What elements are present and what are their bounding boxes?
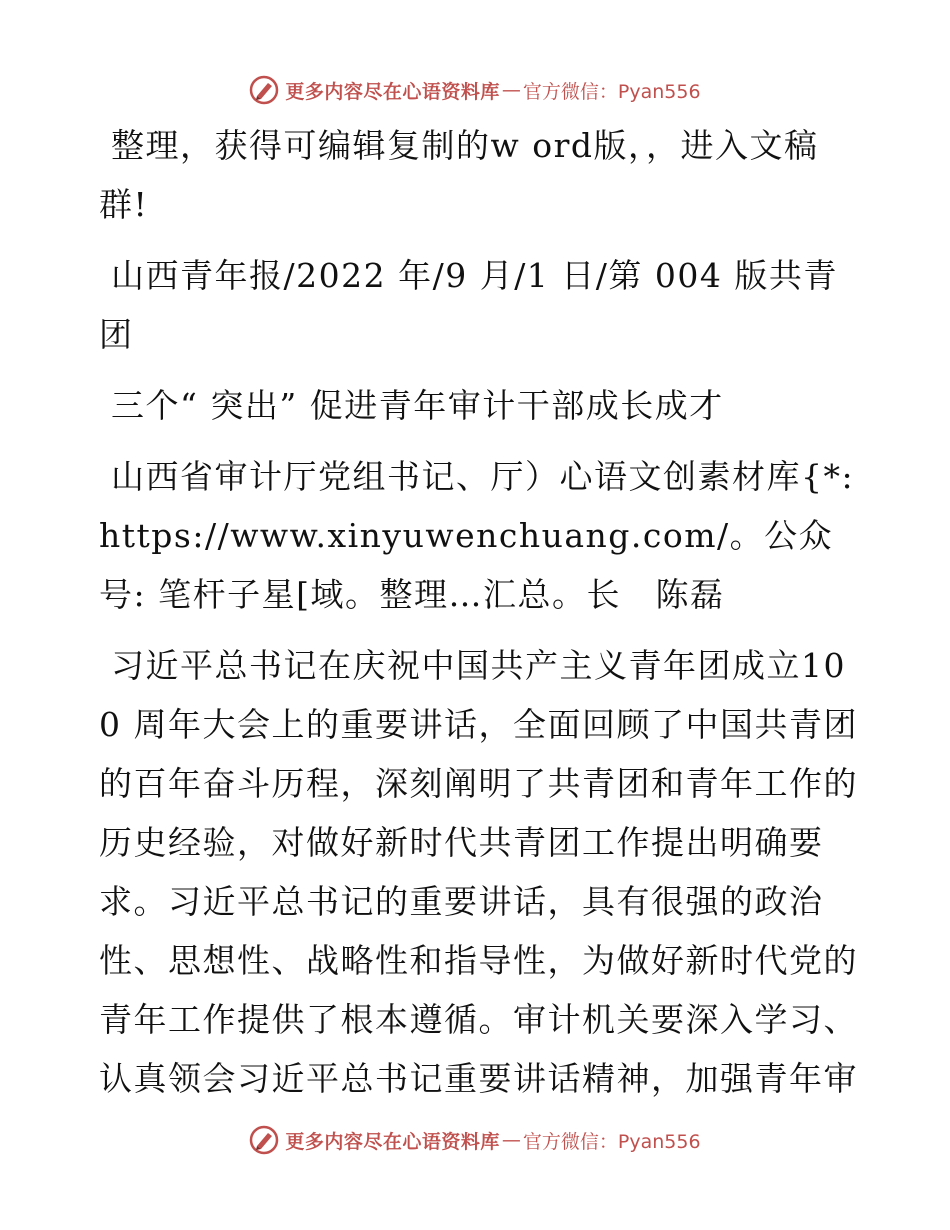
author-line: 山西省审计厅党组书记、厅）心语文创素材库{*: https://www.xinyuwenchuang.com/。公众号: 笔杆子星[域。整理…汇总。长 陈磊 [99,457,867,614]
banner-separator: — [501,1129,521,1151]
source-line: 山西青年报/2022 年/9 月/1 日/第 004 版共青团 [99,256,838,354]
banner-title: 更多内容尽在心语资料库 [285,1130,500,1153]
body-paragraph: 习近平总书记在庆祝中国共产主义青年团成立100 周年大会上的重要讲话，全面回顾了中国共青团的百年奋斗历程，深刻阐明了共青团和青年工作的历史经验，对做好新时代共青团工作提出明确要求。习近平总书记的重要讲话，具有很强的政治性、思想性、战略性和指导性，为做好新时代党的青年工作提供了根本遵循。审计机关要深入学习、认真领会习近平总书记重要讲话精神，加强青年审 [99,646,858,1098]
pen-logo-icon [249,75,279,105]
document-body [99,116,867,1120]
banner-contact: 官方微信：Pyan556 [522,80,701,103]
pen-logo-icon [249,1125,279,1155]
article-title: 三个“ 突出” 促进青年审计干部成长成才 [111,386,724,425]
banner-title: 更多内容尽在心语资料库 [285,80,500,103]
header-banner [0,70,950,110]
intro-paragraph: 整理，获得可编辑复制的w ord版，，进入文稿群! [99,126,819,224]
banner-contact: 官方微信：Pyan556 [522,1130,701,1153]
banner-separator: — [501,79,521,101]
footer-banner [0,1120,950,1160]
